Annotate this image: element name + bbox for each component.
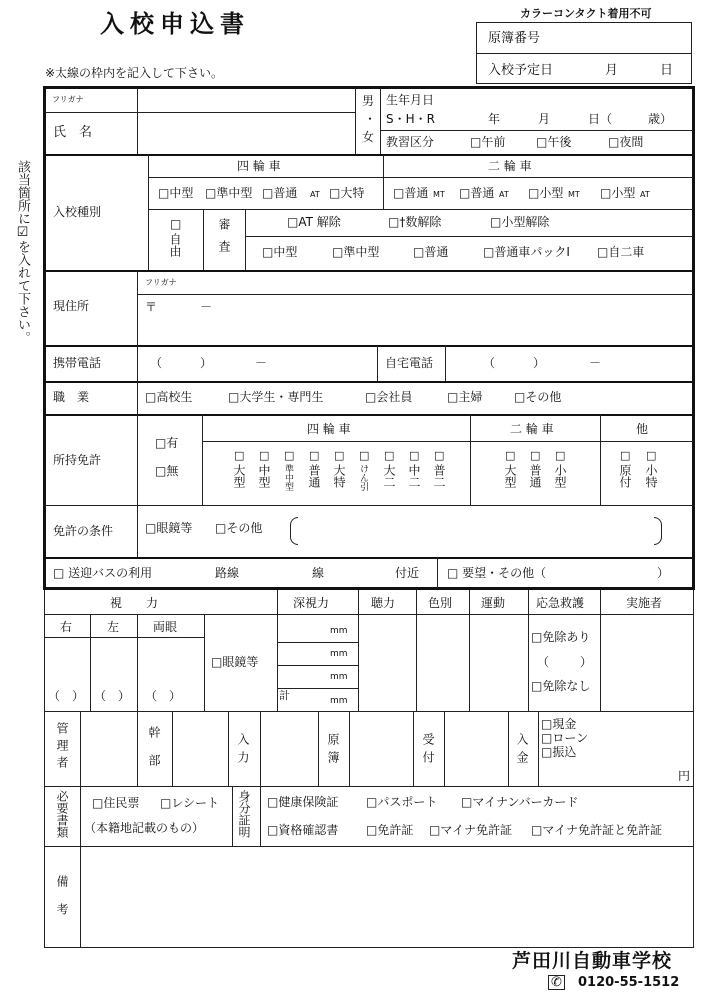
birth-year: 年 (488, 112, 501, 126)
docs-domicile-note: （本籍地記載のもの） (84, 821, 205, 835)
home-paren-open: （ (483, 356, 496, 370)
license-four-6-checkbox[interactable]: □ (384, 449, 395, 462)
license-two-0-checkbox[interactable]: □ (505, 449, 516, 462)
vision-right: 右 (60, 620, 73, 634)
ledger-label: 原簿 (326, 733, 340, 769)
request-paren-close: ） (657, 566, 670, 580)
license-four-6-label: 大二 (382, 464, 396, 488)
license-four-8-checkbox[interactable]: □ (434, 449, 445, 462)
depth-mm-3: mm (330, 672, 348, 682)
mobile-paren-close: ） (200, 356, 213, 370)
vision-both-value: （ ） (145, 689, 182, 703)
examiner-header: 実施者 (626, 596, 663, 610)
no-color-contact-note: カラーコンタクト着用不可 (520, 7, 652, 20)
job-label: 職 業 (53, 390, 90, 404)
license-four-4-checkbox[interactable]: □ (334, 449, 345, 462)
lesson-night-checkbox[interactable]: □夜間 (608, 135, 644, 149)
depth-mm-total: mm (330, 696, 348, 706)
docs-residence-checkbox[interactable]: □住民票 (92, 796, 140, 810)
payment-transfer-checkbox[interactable]: □振込 (541, 745, 577, 759)
license-two-wheel-header: 二 輪 車 (510, 422, 554, 436)
course-chugata-checkbox[interactable]: □中型 (158, 186, 194, 200)
mobile-paren-open: （ (150, 356, 163, 370)
vision-right-value: （ ） (48, 689, 85, 703)
vision-both: 両眼 (153, 620, 178, 634)
license-four-0-label: 大型 (232, 464, 246, 488)
course-exam-chugata-checkbox[interactable]: □中型 (262, 245, 298, 259)
bus-near-label: 付近 (395, 566, 420, 580)
home-dash: － (589, 356, 602, 370)
course-2w-kogata-mt-checkbox[interactable]: □小型 (528, 186, 564, 200)
home-phone-label: 自宅電話 (385, 356, 434, 370)
license-four-1-checkbox[interactable]: □ (259, 449, 270, 462)
birth-day: 日（ (588, 112, 613, 126)
scheduled-date-label: 入校予定日 (488, 63, 554, 78)
course-four-wheel-header: 四 輪 車 (237, 159, 281, 173)
lesson-pm-checkbox[interactable]: □午後 (536, 135, 572, 149)
license-two-2-label: 小型 (553, 464, 567, 488)
depth-mm-1: mm (330, 626, 348, 636)
course-kogata-release-checkbox[interactable]: □小型解除 (490, 215, 550, 229)
instruction-text: ※太線の枠内を記入して下さい。 (45, 66, 224, 80)
remarks-label: 備考 (55, 875, 69, 931)
license-four-7-label: 中二 (407, 464, 421, 488)
birth-month: 月 (538, 112, 551, 126)
job-employee-checkbox[interactable]: □会社員 (365, 390, 413, 404)
course-2w-futsu-mt-checkbox[interactable]: □普通 (393, 186, 429, 200)
payment-yen: 円 (678, 769, 691, 783)
scheduled-month: 月 (605, 63, 619, 78)
course-at-release-checkbox[interactable]: □AT 解除 (287, 215, 341, 229)
conditions-bracket-open (290, 517, 298, 545)
bus-line-label: 線 (312, 566, 325, 580)
first-aid-exempt-no[interactable]: □免除なし (531, 679, 591, 693)
license-four-1-label: 中型 (257, 464, 271, 488)
course-2w-kogata-at-sub: AT (640, 190, 650, 199)
hearing-header: 聴力 (371, 596, 396, 610)
conditions-label: 免許の条件 (53, 524, 114, 538)
conditions-other-checkbox[interactable]: □その他 (215, 521, 263, 535)
depth-mm-2: mm (330, 649, 348, 659)
id-myna-license-checkbox[interactable]: □マイナ免許証 (429, 823, 513, 837)
course-daitoku-checkbox[interactable]: □大特 (329, 186, 365, 200)
course-free-label: 自由 (168, 233, 182, 257)
officer-label: 幹部 (147, 726, 161, 782)
id-passport-checkbox[interactable]: □パスポート (366, 795, 438, 809)
course-label: 入校種別 (53, 205, 102, 219)
school-name: 芦田川自動車学校 (512, 950, 673, 972)
first-aid-exempt-yes[interactable]: □免除あり (531, 630, 591, 644)
course-exam-futsu-checkbox[interactable]: □普通 (413, 245, 449, 259)
first-aid-paren-open: （ (537, 655, 550, 669)
birth-label: 生年月日 (386, 93, 435, 107)
scheduled-day: 日 (660, 63, 674, 78)
male-label: 男 (362, 94, 375, 108)
license-four-8-label: 普二 (432, 464, 446, 488)
course-exam-junchugata-checkbox[interactable]: □準中型 (332, 245, 380, 259)
license-four-0-checkbox[interactable]: □ (234, 449, 245, 462)
course-count-release-checkbox[interactable]: □†数解除 (388, 215, 442, 229)
course-junchugata-checkbox[interactable]: □準中型 (205, 186, 253, 200)
request-checkbox[interactable]: □ 要望・その他（ (447, 566, 547, 580)
birth-age: 歳） (648, 112, 673, 126)
bus-checkbox[interactable]: □ 送迎バスの利用 (53, 566, 153, 580)
id-license-checkbox[interactable]: □免許証 (366, 823, 414, 837)
vision-left-value: （ ） (94, 689, 131, 703)
first-aid-paren-close: ） (580, 655, 593, 669)
input-label: 入力 (236, 733, 250, 769)
license-two-0-label: 大型 (503, 464, 517, 488)
course-free-checkbox[interactable]: □ (170, 217, 182, 231)
docs-label: 必要書類 (55, 790, 69, 838)
applicant-frame (43, 86, 695, 590)
address-postal-dash: － (200, 300, 213, 314)
motor-header: 運動 (481, 596, 506, 610)
job-housewife-checkbox[interactable]: □主婦 (447, 390, 483, 404)
license-yes-checkbox[interactable]: □有 (155, 436, 179, 450)
vision-left: 左 (107, 620, 120, 634)
course-2w-futsu-at-checkbox[interactable]: □普通 (459, 186, 495, 200)
lesson-type-label: 教習区分 (386, 135, 435, 149)
payment-cash-checkbox[interactable]: □現金 (541, 717, 577, 731)
license-two-1-label: 普通 (528, 464, 542, 488)
license-others-0-checkbox[interactable]: □ (620, 449, 631, 462)
license-two-1-checkbox[interactable]: □ (530, 449, 541, 462)
side-note: 該当箇所に☑を入れて下さい。 (15, 160, 30, 344)
license-no-checkbox[interactable]: □無 (155, 464, 179, 478)
bus-route-label: 路線 (215, 566, 240, 580)
id-label: 身分証明 (237, 790, 251, 838)
license-four-7-checkbox[interactable]: □ (409, 449, 420, 462)
course-two-wheel-header: 二 輪 車 (488, 159, 532, 173)
address-furigana-label: フリガナ (145, 278, 177, 287)
license-others-1-checkbox[interactable]: □ (646, 449, 657, 462)
depth-total-label: 計 (279, 689, 290, 702)
page-title: 入校申込書 (100, 10, 250, 38)
course-2w-futsu-at-sub: AT (499, 190, 509, 199)
female-label: 女 (362, 130, 375, 144)
course-exam-jinisha-checkbox[interactable]: □自二車 (597, 245, 645, 259)
license-four-5-checkbox[interactable]: □ (359, 449, 370, 462)
manager-label: 管理者 (55, 722, 69, 773)
course-exam-pack-checkbox[interactable]: □普通車パックⅠ (483, 245, 570, 259)
color-header: 色別 (428, 596, 453, 610)
course-2w-futsu-mt-sub: MT (433, 190, 445, 199)
course-futsu-at-checkbox[interactable]: □普通 (262, 186, 298, 200)
id-mynumber-checkbox[interactable]: □マイナンバーカード (461, 795, 579, 809)
license-two-2-checkbox[interactable]: □ (555, 449, 566, 462)
license-others-0-label: 原付 (618, 464, 632, 488)
payment-loan-checkbox[interactable]: □ローン (541, 731, 589, 745)
name-label: 氏 名 (53, 125, 93, 140)
mobile-dash: － (255, 356, 268, 370)
conditions-glasses-checkbox[interactable]: □眼鏡等 (145, 521, 193, 535)
license-four-wheel-header: 四 輪 車 (307, 422, 351, 436)
course-futsu-at-sub: AT (310, 190, 320, 199)
name-furigana-label: フリガナ (52, 95, 84, 104)
first-aid-header: 応急救護 (536, 596, 585, 610)
payment-label: 入金 (515, 733, 529, 769)
mobile-phone-label: 携帯電話 (53, 356, 102, 370)
id-myna-and-license-checkbox[interactable]: □マイナ免許証と免許証 (531, 823, 663, 837)
license-four-5-label: けん引 (358, 464, 368, 491)
vision-glasses-checkbox[interactable]: □眼鏡等 (211, 655, 259, 669)
id-qualification-checkbox[interactable]: □資格確認書 (267, 823, 339, 837)
era-label: S・H・R (386, 112, 435, 126)
job-other-checkbox[interactable]: □その他 (514, 390, 562, 404)
address-postal-mark: 〒 (145, 300, 158, 314)
license-four-2-checkbox[interactable]: □ (284, 449, 295, 462)
license-four-3-checkbox[interactable]: □ (309, 449, 320, 462)
job-university-checkbox[interactable]: □大学生・専門生 (228, 390, 324, 404)
reception-label: 受付 (421, 733, 435, 769)
lesson-am-checkbox[interactable]: □午前 (470, 135, 506, 149)
id-health-insurance-checkbox[interactable]: □健康保険証 (267, 795, 339, 809)
home-paren-close: ） (533, 356, 546, 370)
dot-label: ・ (364, 112, 377, 126)
course-2w-kogata-mt-sub: MT (568, 190, 580, 199)
registry-number-label: 原簿番号 (488, 31, 541, 46)
license-four-3-label: 普通 (307, 464, 321, 488)
depth-header: 深視力 (293, 596, 330, 610)
docs-receipt-checkbox[interactable]: □レシート (160, 796, 220, 810)
school-phone: 0120-55-1512 (578, 975, 680, 990)
conditions-bracket-close (654, 517, 662, 545)
license-four-4-label: 大特 (332, 464, 346, 488)
phone-icon: ✆ (548, 975, 565, 990)
license-label: 所持免許 (53, 453, 102, 467)
license-other-header: 他 (636, 422, 649, 436)
address-label: 現住所 (53, 299, 90, 313)
course-exam-label: 審査 (217, 218, 231, 262)
vision-header: 視 力 (110, 596, 159, 610)
course-2w-kogata-at-checkbox[interactable]: □小型 (600, 186, 636, 200)
license-others-1-label: 小特 (644, 464, 658, 488)
job-highschool-checkbox[interactable]: □高校生 (145, 390, 193, 404)
license-four-2-label: 準中型 (283, 464, 293, 491)
